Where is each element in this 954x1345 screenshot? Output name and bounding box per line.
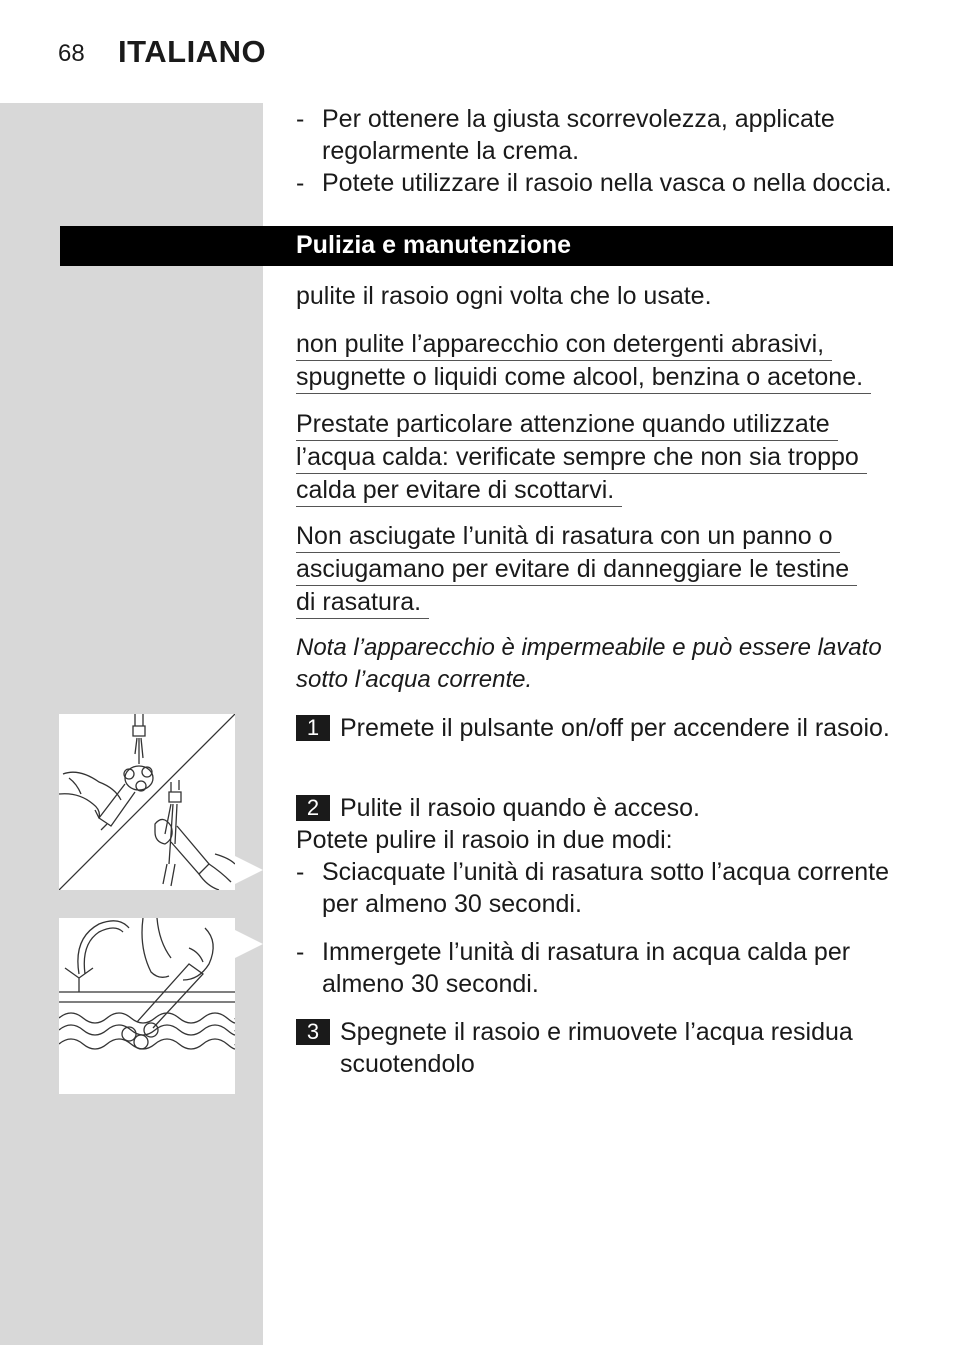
language-heading: ITALIANO (118, 34, 267, 69)
immerse-in-water-illustration (59, 918, 235, 1094)
bullet-text: Immergete l’unità di rasatura in acqua calda per almeno 30 secondi. (322, 938, 851, 998)
step-2 (296, 792, 896, 1000)
bullet-dash: - (296, 169, 305, 197)
section-heading-bar (60, 226, 893, 266)
step-text: Spegnete il rasoio e rimuovete l’acqua residua scuotendolo (340, 1018, 853, 1078)
list-item (296, 856, 896, 920)
warning-line: Prestate particolare attenzione quando utilizzate (296, 409, 838, 441)
bullet-text: Sciacquate l’unità di rasatura sotto l’acqua corrente per almeno 30 secondi. (322, 858, 889, 918)
figure-pointer (235, 930, 263, 958)
intro-bullet-list (296, 103, 896, 199)
list-item (296, 167, 896, 199)
rinse-under-tap-illustration (59, 714, 235, 890)
body-paragraph: pulite il rasoio ogni volta che lo usate. (296, 282, 712, 310)
warning-line: non pulite l’apparecchio con detergenti abrasivi, (296, 329, 832, 361)
warning-line: spugnette o liquidi come alcool, benzina o acetone. (296, 362, 871, 394)
step-number: 3 (296, 1019, 330, 1045)
warning-abrasive (296, 328, 896, 394)
rinse-illustration-svg (59, 714, 235, 890)
figure-pointer (235, 856, 263, 884)
bullet-text: Potete utilizzare il rasoio nella vasca o nella doccia. (322, 169, 892, 197)
note-text: Nota l’apparecchio è impermeabile e può essere lavato sotto l’acqua corrente. (296, 634, 882, 693)
step-text: Pulite il rasoio quando è acceso. (340, 794, 700, 822)
immerse-illustration-svg (59, 918, 235, 1094)
page-number: 68 (58, 40, 85, 67)
step-number: 2 (296, 795, 330, 821)
warning-line: asciugamano per evitare di danneggiare le testine (296, 554, 857, 586)
warning-towel (296, 520, 896, 619)
bullet-dash: - (296, 938, 305, 966)
step-number: 1 (296, 715, 330, 741)
step-2-lead: Potete pulire il rasoio in due modi: (296, 826, 673, 854)
bullet-dash: - (296, 105, 305, 133)
step-1 (296, 712, 896, 744)
bullet-text: Per ottenere la giusta scorrevolezza, applicate regolarmente la crema. (322, 105, 835, 165)
warning-line: Non asciugate l’unità di rasatura con un panno o (296, 521, 840, 553)
list-item (296, 936, 896, 1000)
bullet-dash: - (296, 858, 305, 886)
section-title: Pulizia e manutenzione (296, 231, 572, 259)
warning-line: calda per evitare di scottarvi. (296, 475, 622, 507)
list-item (296, 103, 896, 167)
warning-line: di rasatura. (296, 587, 429, 619)
warning-line: l’acqua calda: verificate sempre che non sia troppo (296, 442, 867, 474)
step-text: Premete il pulsante on/off per accendere il rasoio. (340, 714, 890, 742)
warning-hot-water (296, 408, 896, 507)
step-3 (296, 1016, 896, 1080)
